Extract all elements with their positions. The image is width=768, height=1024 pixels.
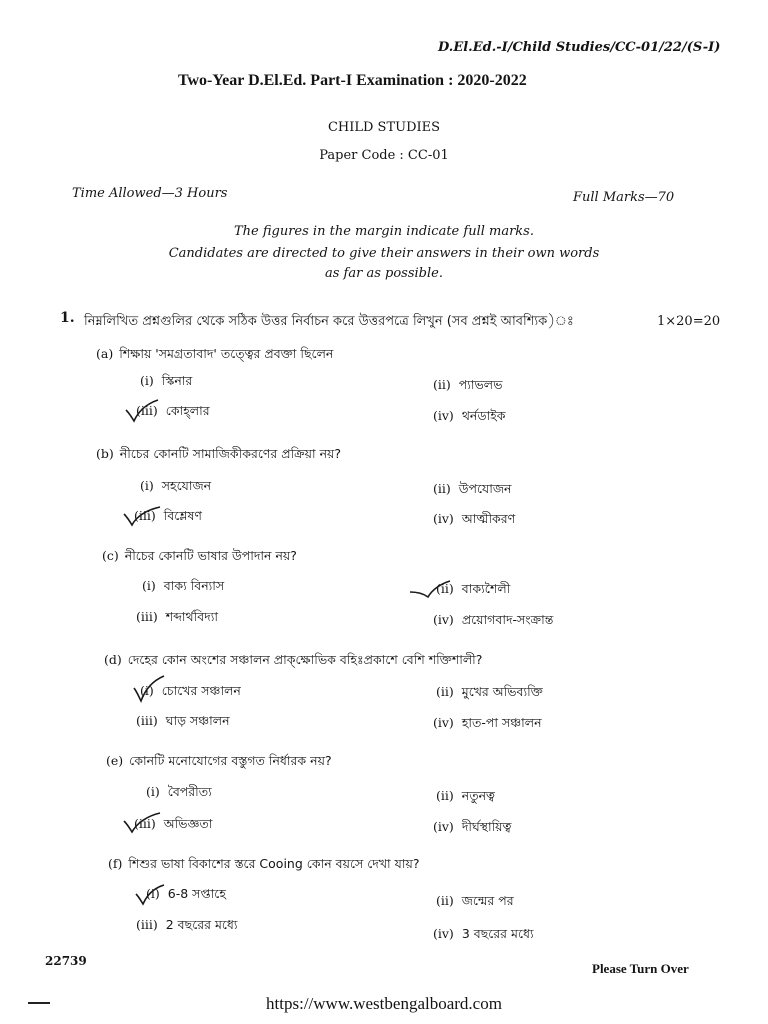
footer-url: https://www.westbengalboard.com	[266, 994, 502, 1013]
time-allowed: Time Allowed—3 Hours	[72, 186, 228, 201]
option-label: (iv)	[433, 926, 454, 941]
option-text: মুখের অভিব্যক্তি	[461, 684, 543, 699]
question-number: 1.	[60, 310, 75, 326]
paper-reference: D.El.Ed.-I/Child Studies/CC-01/22/(S-I)	[438, 40, 721, 55]
option-label: (ii)	[433, 481, 451, 496]
option-text: সহযোজন	[161, 478, 212, 493]
option-label: (iii)	[136, 403, 158, 418]
full-marks: Full Marks—70	[573, 190, 675, 205]
option-label: (i)	[140, 683, 154, 698]
question-marks: 1×20=20	[657, 314, 721, 329]
option	[136, 609, 218, 629]
option-text: বাক্যশৈলী	[461, 581, 511, 596]
option-label: (i)	[146, 886, 160, 901]
option-text: 3 বছরের মধ্যে	[461, 926, 534, 941]
option-text: শব্দার্থবিদ্যা	[165, 609, 218, 624]
option-text: আত্মীকরণ	[461, 511, 516, 526]
option	[140, 683, 241, 703]
subject-title: CHILD STUDIES	[327, 120, 441, 135]
option	[136, 917, 238, 937]
option-text: থর্নডাইক	[461, 408, 506, 423]
option	[433, 511, 515, 531]
option	[436, 684, 543, 704]
option-text: প্যাভলভ	[458, 377, 503, 392]
option-label: (iv)	[433, 819, 454, 834]
option	[433, 926, 534, 946]
option-text: হাত-পা সঞ্চালন	[461, 715, 542, 730]
option-text: বৈপরীত্য	[167, 784, 212, 799]
option	[142, 578, 224, 598]
instruction-line: as far as possible.	[325, 266, 443, 281]
subquestion	[96, 446, 341, 466]
option-label: (i)	[140, 478, 154, 493]
option-label: (iii)	[134, 508, 156, 523]
option-label: (iii)	[136, 713, 158, 728]
option-label: (i)	[146, 784, 160, 799]
option	[433, 612, 553, 632]
option-label: (iii)	[134, 816, 156, 831]
subquestion-text: নীচের কোনটি ভাষার উপাদান নয়?	[124, 548, 297, 563]
option-text: উপযোজন	[458, 481, 512, 496]
option-text: কোহ্‌লার	[165, 403, 210, 418]
subquestion	[106, 753, 332, 773]
subquestion-text: নীচের কোনটি সামাজিকীকরণের প্রক্রিয়া নয়?	[119, 446, 342, 461]
option	[136, 403, 210, 423]
option-text: প্রয়োগবাদ-সংক্রান্ত	[461, 612, 554, 627]
option-label: (iv)	[433, 715, 454, 730]
option-text: বিশ্লেষণ	[163, 508, 202, 523]
option	[433, 819, 511, 839]
option	[433, 481, 511, 501]
please-turn-over: Please Turn Over	[592, 961, 689, 976]
option	[433, 377, 502, 397]
subquestion	[102, 548, 297, 568]
option	[433, 715, 542, 735]
paper-serial-code: 22739	[45, 954, 87, 968]
subquestion-text: শিক্ষায় 'সমগ্রতাবাদ' তত্ত্বের প্রবক্তা ছিলেন	[119, 346, 334, 361]
subquestion-label: (b)	[96, 446, 114, 461]
option-text: দীর্ঘস্থায়িত্ব	[461, 819, 512, 834]
option	[146, 886, 226, 906]
subquestion	[108, 856, 419, 876]
instruction-line: The figures in the margin indicate full marks.	[233, 224, 534, 239]
option-text: নতুনত্ব	[461, 788, 495, 803]
option-label: (ii)	[436, 684, 454, 699]
option	[146, 784, 212, 804]
subquestion-label: (d)	[104, 652, 122, 667]
option-label: (iv)	[433, 408, 454, 423]
subquestion	[96, 346, 333, 366]
question-text: নিম্নলিখিত প্রশ্নগুলির থেকে সঠিক উত্তর নির্বাচন করে উত্তরপত্রে লিখুন (সব প্রশ্নই আবশ্যিক)ঃ	[84, 314, 574, 329]
option	[436, 581, 510, 601]
option-text: 6-8 সপ্তাহে	[167, 886, 226, 901]
option-label: (ii)	[436, 581, 454, 596]
option-label: (iii)	[136, 917, 158, 932]
option-label: (iv)	[433, 511, 454, 526]
option-text: জন্মের পর	[461, 893, 514, 908]
option	[136, 713, 230, 733]
subquestion-label: (a)	[96, 346, 114, 361]
option-label: (ii)	[433, 377, 451, 392]
subquestion-text: কোনটি মনোযোগের বস্তুগত নির্ধারক নয়?	[129, 753, 332, 768]
option-text: অভিজ্ঞতা	[163, 816, 213, 831]
option-label: (ii)	[436, 893, 454, 908]
option-text: ঘাড় সঞ্চালন	[165, 713, 230, 728]
option	[134, 508, 202, 528]
option-label: (ii)	[436, 788, 454, 803]
subquestion-label: (f)	[108, 856, 123, 871]
option-text: চোখের সঞ্চালন	[161, 683, 241, 698]
option	[140, 373, 192, 393]
option-label: (iii)	[136, 609, 158, 624]
option	[436, 893, 514, 913]
option	[433, 408, 505, 428]
subquestion-text: শিশুর ভাষা বিকাশের স্তরে Cooing কোন বয়সে দেখা যায়?	[128, 856, 420, 871]
option-text: বাক্য বিন্যাস	[163, 578, 225, 593]
subquestion-label: (e)	[106, 753, 124, 768]
option	[134, 816, 212, 836]
subquestion	[104, 652, 482, 672]
subquestion-label: (c)	[102, 548, 119, 563]
option-label: (iv)	[433, 612, 454, 627]
option-label: (i)	[142, 578, 156, 593]
instruction-line: Candidates are directed to give their answers in their own words	[168, 246, 600, 261]
subquestion-text: দেহের কোন অংশের সঞ্চালন প্রাক্‌ক্ষোভিক বহিঃপ্রকাশে বেশি শক্তিশালী?	[127, 652, 483, 667]
option-text: 2 বছরের মধ্যে	[165, 917, 238, 932]
option	[436, 788, 495, 808]
option-text: স্কিনার	[161, 373, 193, 388]
exam-title: Two-Year D.El.Ed. Part-I Examination : 2020-2022	[178, 72, 527, 89]
paper-code: Paper Code : CC-01	[319, 148, 449, 163]
option-label: (i)	[140, 373, 154, 388]
option	[140, 478, 211, 498]
